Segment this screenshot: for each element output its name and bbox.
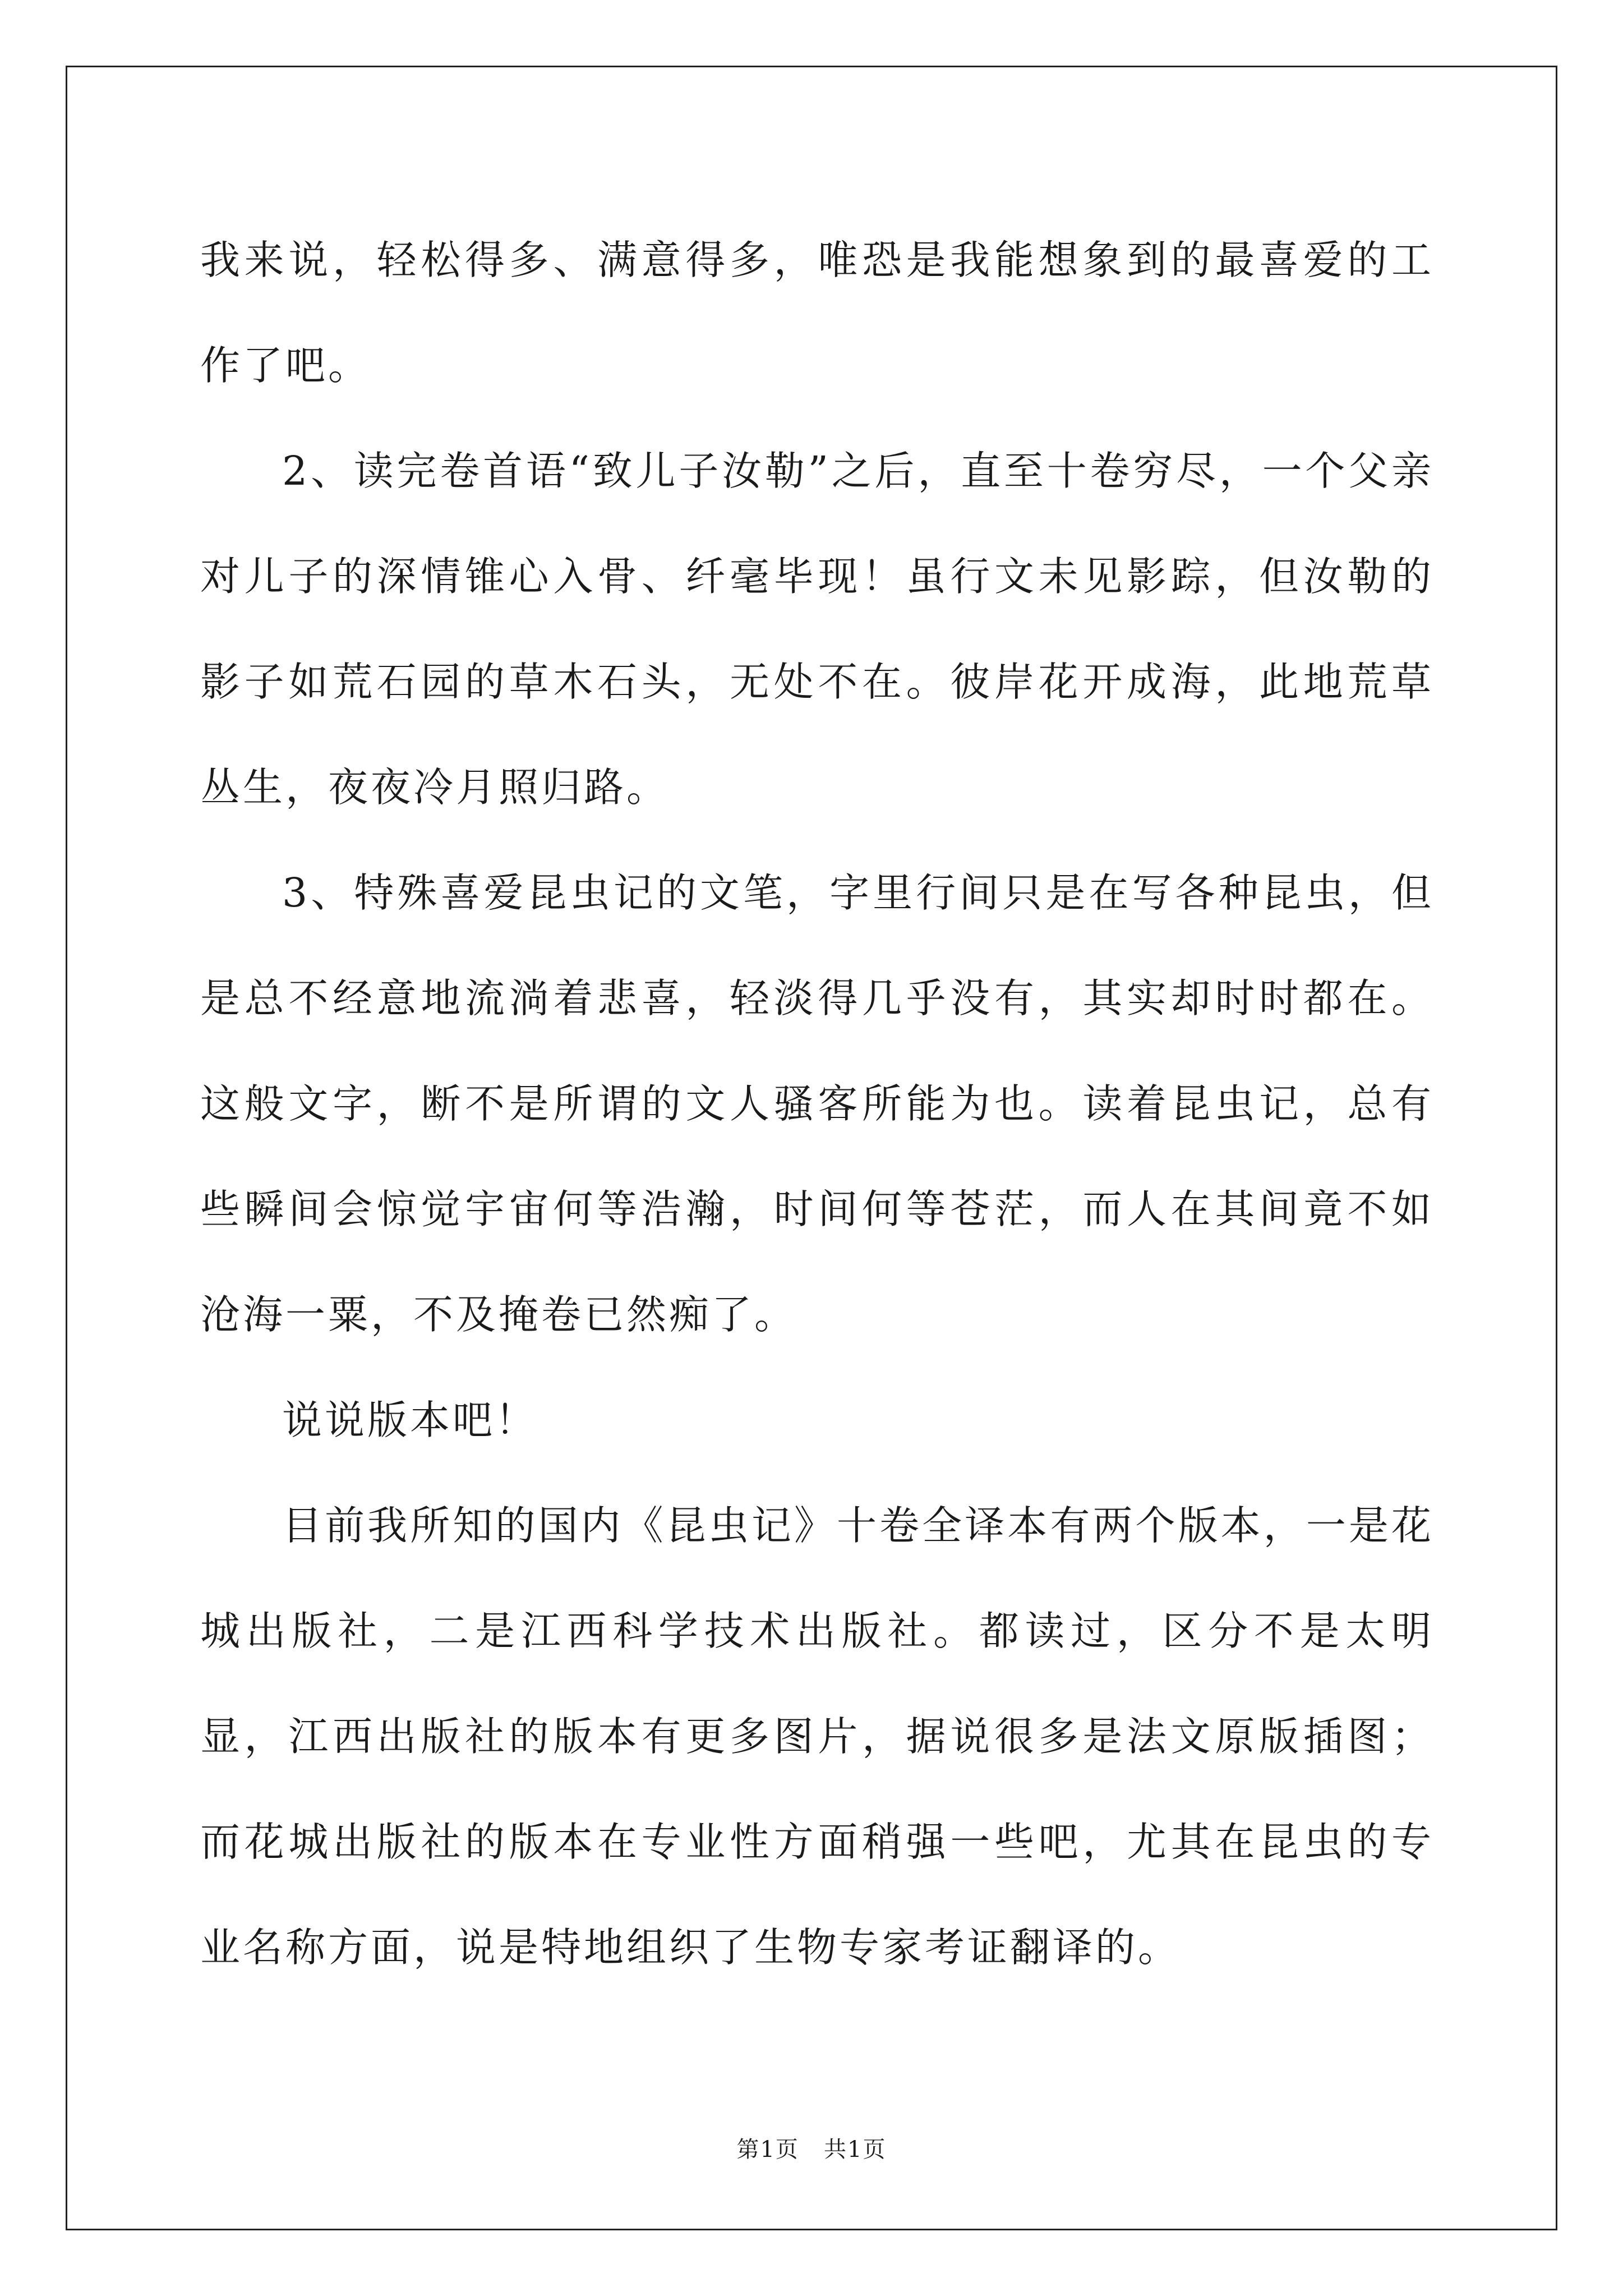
paragraph-1: 我来说，轻松得多、满意得多，唯恐是我能想象到的最喜爱的工作了吧。 <box>200 237 1434 389</box>
document-body <box>200 208 1434 2000</box>
paragraph-4: 说说版本吧！ <box>282 1397 538 1443</box>
paragraph-3: 3、特殊喜爱昆虫记的文笔，字里行间只是在写各种昆虫，但是总不经意地流淌着悲喜，轻淡得几乎没有，其实却时时都在。这般文字，断不是所谓的文人骚客所能为也。读着昆虫记，总有些瞬间会惊觉宇宙何等浩瀚，时间何等苍茫，而人在其间竟不如沧海一粟，不及掩卷已然痴了。 <box>200 869 1434 1338</box>
page-number-footer: 第1页 共1页 <box>736 2137 887 2162</box>
paragraph-2: 2、读完卷首语“致儿子汝勒”之后，直至十卷穷尽，一个父亲对儿子的深情锥心入骨、纤毫毕现！虽行文未见影踪，但汝勒的影子如荒石园的草木石头，无处不在。彼岸花开成海，此地荒草丛生，夜夜冷月照归路。 <box>200 448 1434 811</box>
paragraph-5: 目前我所知的国内《昆虫记》十卷全译本有两个版本，一是花城出版社，二是江西科学技术出版社。都读过，区分不是太明显，江西出版社的版本有更多图片，据说很多是法文原版插图；而花城出版社的版本在专业性方面稍强一些吧，尤其在昆虫的专业名称方面，说是特地组织了生物专家考证翻译的。 <box>200 1502 1434 1971</box>
